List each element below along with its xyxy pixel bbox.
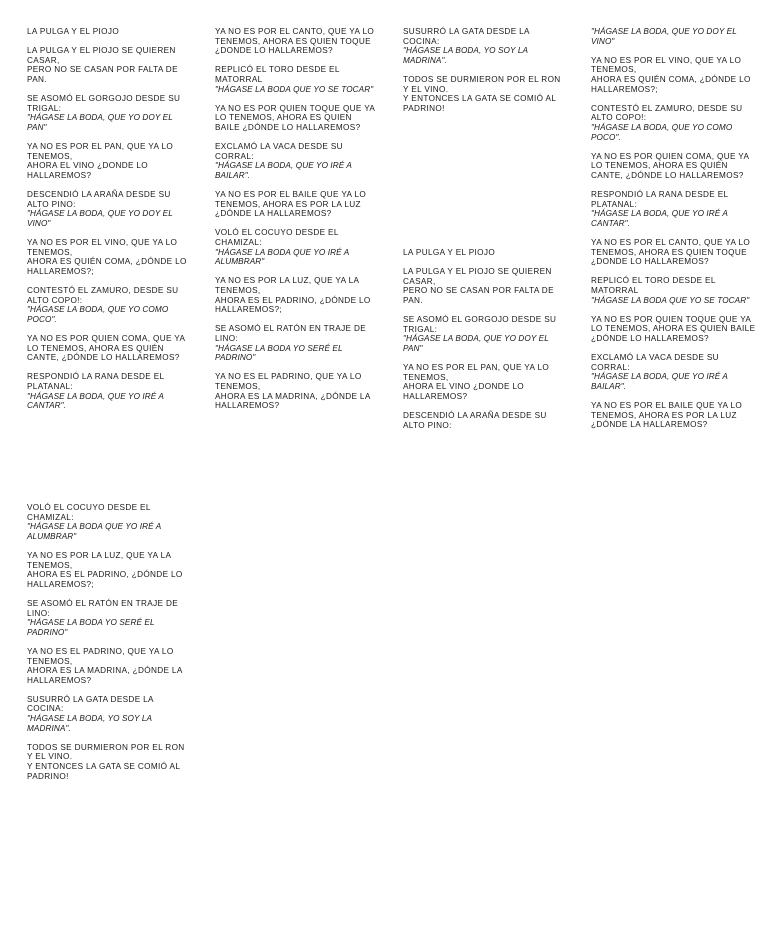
verse-line: EXCLAMÓ LA VACA DESDE SU CORRAL: [591, 353, 719, 372]
stanza [591, 276, 756, 305]
stanza [27, 599, 189, 637]
verse-quote: "HÁGASE LA BODA YO SERÉ EL PADRINO" [27, 618, 155, 637]
verse-line: SE ASOMÓ EL RATÓN EN TRAJE DE LINO: [27, 598, 179, 618]
stanza [591, 401, 756, 430]
verse-line: REPLICÓ EL TORO DESDE EL MATORRAL [591, 276, 716, 296]
poem-title: LA PULGA Y EL PIOJO [27, 27, 120, 36]
verse-line: YA NO ES POR EL CANTO, QUE YA LO TENEMOS, AHORA ES QUIEN TOQUE ¿DONDE LO HALLAREMOS? [591, 238, 751, 267]
verse-line: RESPONDIÓ LA RANA DESDE EL PLATANAL: [27, 372, 165, 391]
verse-line: YA NO ES POR EL BAILE QUE YA LO TENEMOS, AHORA ES POR LA LUZ ¿DÓNDE LA HALLAREMOS? [215, 190, 367, 219]
verse-quote: "HÁGASE LA BODA, YO SOY LA MADRINA". [27, 714, 152, 733]
verse-line: CONTESTÓ EL ZAMURO, DESDE SU ALTO COPO!: [27, 286, 179, 305]
stanza [215, 228, 377, 266]
verse-line: VOLÓ EL COCUYO DESDE EL CHAMIZAL: [27, 503, 151, 522]
verse-quote: "HÁGASE LA BODA QUE YO SE TOCAR" [215, 84, 374, 94]
verse-line: YA NO ES POR QUIEN COMA, QUE YA LO TENEMOS, AHORA ES QUIÉN CANTE, ¿DÓNDE LO HALLAREMOS? [27, 334, 185, 363]
stanza [215, 276, 377, 314]
verse-line: YA NO ES POR EL BAILE QUE YA LO TENEMOS, AHORA ES POR LA LUZ ¿DÓNDE LA HALLAREMOS? [591, 401, 743, 430]
verse-line: SE ASOMÓ EL GORGOJO DESDE SU TRIGAL: [403, 315, 557, 334]
stanza [591, 315, 756, 344]
poem-column-3b [403, 248, 568, 440]
verse-line: YA NO ES POR EL PAN, QUE YA LO TENEMOS, [403, 363, 550, 382]
stanza [27, 142, 192, 180]
stanza [27, 190, 192, 228]
stanza [27, 286, 192, 324]
verse-line: AHORA ES EL PADRINO, ¿DÓNDE LO HALLAREMOS?; [27, 570, 183, 589]
verse-line: SE ASOMÓ EL GORGOJO DESDE SU TRIGAL: [27, 94, 181, 113]
verse-quote: "HÁGASE LA BODA, QUE YO DOY EL PAN" [403, 334, 549, 353]
verse-line: YA NO ES EL PADRINO, QUE YA LO TENEMOS, [27, 646, 174, 666]
verse-line: REPLICÓ EL TORO DESDE EL MATORRAL [215, 65, 340, 84]
verse-line: AHORA ES QUIÉN COMA, ¿DÓNDE LO HALLAREMOS?; [27, 257, 187, 276]
verse-line: SUSURRÓ LA GATA DESDE LA COCINA: [403, 27, 530, 46]
poem-column-4 [591, 27, 756, 440]
stanza [215, 372, 377, 410]
poem-column-2 [215, 27, 377, 420]
stanza [403, 75, 568, 113]
verse-quote: "HÁGASE LA BODA, QUE YO IRÉ A BAILAR". [591, 372, 728, 391]
verse-line: VOLÓ EL COCUYO DESDE EL CHAMIZAL: [215, 228, 339, 248]
stanza [403, 411, 568, 430]
verse-line: AHORA ES EL PADRINO, ¿DÓNDE LO HALLAREMOS?; [215, 295, 371, 315]
stanza [27, 695, 189, 733]
verse-line: YA NO ES POR LA LUZ, QUE YA LA TENEMOS, [215, 276, 359, 296]
verse-quote: "HÁGASE LA BODA, QUE YO COMO POCO". [591, 122, 733, 142]
verse-line: DESCENDIÓ LA ARAÑA DESDE SU ALTO PINO: [27, 190, 171, 209]
stanza [27, 94, 192, 132]
verse-line: EXCLAMÓ LA VACA DESDE SU CORRAL: [215, 142, 343, 161]
stanza [215, 27, 377, 56]
stanza [215, 104, 377, 133]
verse-line: AHORA ES LA MADRINA, ¿DÓNDE LA HALLAREMOS? [215, 391, 371, 411]
stanza [27, 238, 192, 276]
verse-line: YA NO ES POR EL CANTO, QUE YA LO TENEMOS, AHORA ES QUIEN TOQUE ¿DONDE LO HALLAREMOS? [215, 27, 375, 56]
stanza [403, 363, 568, 401]
verse-quote: "HÁGASE LA BODA QUE YO SE TOCAR" [591, 295, 750, 305]
stanza [27, 334, 192, 363]
verse-quote: "HÁGASE LA BODA, QUE YO IRÉ A CANTAR". [27, 391, 164, 411]
stanza [403, 267, 568, 305]
stanza [215, 324, 377, 362]
verse-line: YA NO ES POR LA LUZ, QUE YA LA TENEMOS, [27, 550, 171, 570]
stanza [591, 353, 756, 391]
verse-line: LA PULGA Y EL PIOJO SE QUIEREN CASAR, [27, 46, 176, 65]
verse-line: CONTESTÓ EL ZAMURO, DESDE SU ALTO COPO!: [591, 103, 743, 123]
stanza [403, 27, 568, 65]
stanza [403, 315, 568, 353]
stanza [591, 152, 756, 181]
verse-line: SE ASOMÓ EL RATÓN EN TRAJE DE LINO: [215, 324, 367, 343]
verse-line: AHORA EL VINO ¿DONDE LO HALLAREMOS? [403, 382, 525, 401]
verse-line: YA NO ES EL PADRINO, QUE YA LO TENEMOS, [215, 372, 362, 391]
verse-line: AHORA ES LA MADRINA, ¿DÓNDE LA HALLAREMOS? [27, 666, 183, 685]
verse-line: AHORA ES QUIÉN COMA, ¿DÓNDE LO HALLAREMOS?; [591, 74, 751, 94]
verse-quote: "HÁGASE LA BODA, QUE YO IRÉ A BAILAR". [215, 161, 352, 180]
verse-line: RESPONDIÓ LA RANA DESDE EL PLATANAL: [591, 190, 729, 209]
verse-quote: "HÁGASE LA BODA, YO SOY LA MADRINA". [403, 46, 528, 65]
verse-quote: "HÁGASE LA BODA QUE YO IRÉ A ALUMBRAR" [215, 247, 350, 267]
verse-quote: "HÁGASE LA BODA, QUE YO COMO POCO". [27, 305, 169, 324]
stanza [27, 647, 189, 685]
verse-line: YA NO ES POR QUIEN TOQUE QUE YA LO TENEMOS, AHORA ES QUIEN BAILE ¿DÓNDE LO HALLAREMOS? [591, 314, 756, 343]
stanza [27, 743, 189, 781]
stanza [591, 27, 756, 46]
verse-line: DESCENDIÓ LA ARAÑA DESDE SU ALTO PINO: [403, 411, 547, 430]
verse-quote: "HÁGASE LA BODA, QUE YO DOY EL VINO" [27, 209, 173, 228]
stanza [27, 372, 192, 410]
poem-column-5 [27, 503, 189, 791]
verse-quote: "HÁGASE LA BODA, QUE YO IRÉ A CANTAR". [591, 209, 728, 228]
poem-column-3 [403, 27, 568, 123]
stanza [215, 190, 377, 219]
stanza [27, 551, 189, 589]
stanza [215, 65, 377, 94]
verse-line: YA NO ES POR EL PAN, QUE YA LO TENEMOS, [27, 142, 174, 161]
verse-line: SUSURRÓ LA GATA DESDE LA COCINA: [27, 694, 154, 714]
verse-line: YA NO ES POR QUIEN COMA, QUE YA LO TENEMOS, AHORA ES QUIÉN CANTE, ¿DÓNDE LO HALLAREMOS? [591, 151, 749, 180]
stanza [27, 46, 192, 84]
verse-line: YA NO ES POR QUIEN TOQUE QUE YA LO TENEMOS, AHORA ES QUIEN BAILE ¿DÓNDE LO HALLAREMOS? [215, 103, 375, 132]
stanza [27, 503, 189, 541]
verse-line: YA NO ES POR EL VINO, QUE YA LO TENEMOS, [591, 55, 742, 75]
verse-line: LA PULGA Y EL PIOJO SE QUIEREN CASAR, [403, 267, 552, 286]
stanza [591, 104, 756, 142]
stanza [591, 56, 756, 94]
verse-line: PERO NO SE CASAN POR FALTA DE PAN. [27, 65, 178, 84]
poem-title: LA PULGA Y EL PIOJO [403, 248, 496, 257]
verse-quote: "HÁGASE LA BODA, QUE YO DOY EL PAN" [27, 113, 173, 132]
verse-line: TODOS SE DURMIERON POR EL RON Y EL VINO. [27, 742, 185, 762]
stanza [215, 142, 377, 180]
poem-column-1 [27, 27, 192, 420]
verse-quote: "HÁGASE LA BODA YO SERÉ EL PADRINO" [215, 343, 343, 363]
verse-line: YA NO ES POR EL VINO, QUE YA LO TENEMOS, [27, 238, 178, 257]
verse-quote: "HÁGASE LA BODA, QUE YO DOY EL VINO" [591, 27, 737, 46]
verse-quote: "HÁGASE LA BODA QUE YO IRÉ A ALUMBRAR" [27, 522, 162, 541]
stanza [591, 190, 756, 228]
stanza [591, 238, 756, 267]
verse-line: AHORA EL VINO ¿DONDE LO HALLAREMOS? [27, 161, 149, 180]
verse-line: TODOS SE DURMIERON POR EL RON Y EL VINO. [403, 74, 561, 94]
verse-line: PERO NO SE CASAN POR FALTA DE PAN. [403, 286, 554, 305]
verse-line: Y ENTONCES LA GATA SE COMIÓ AL PADRINO! [403, 94, 556, 113]
verse-line: Y ENTONCES LA GATA SE COMIÓ AL PADRINO! [27, 762, 180, 781]
